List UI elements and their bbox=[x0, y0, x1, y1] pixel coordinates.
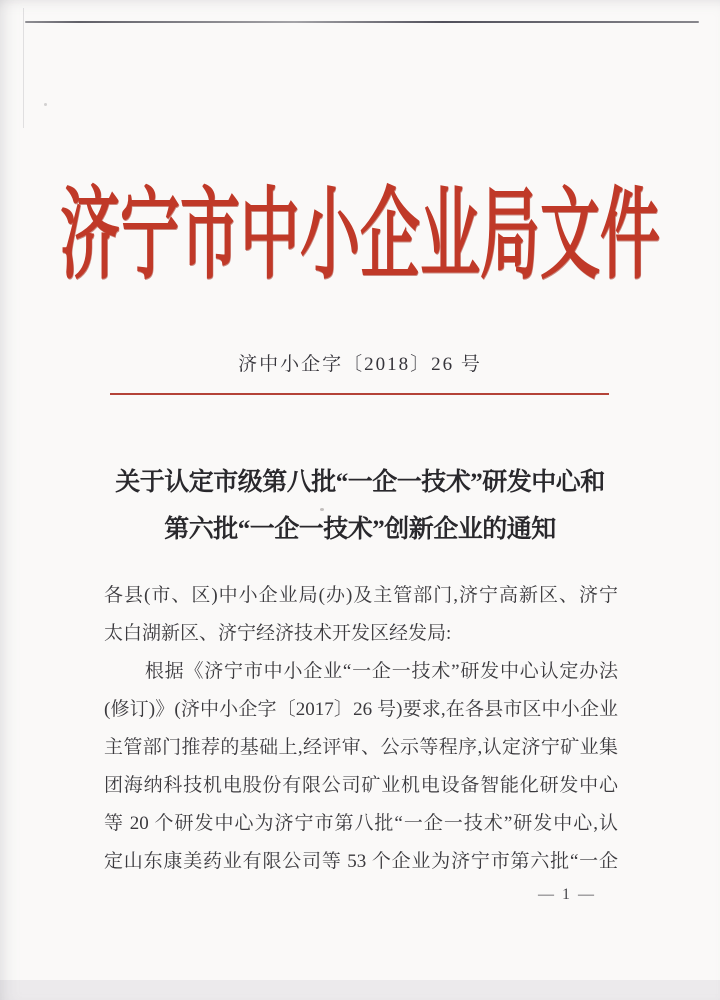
scan-bottom-edge bbox=[0, 980, 720, 1000]
body-text-line: 根据《济宁市中小企业“一企一技术”研发中心认定办法 bbox=[144, 661, 618, 682]
scan-artifact-top-line bbox=[25, 21, 699, 23]
salutation-line: 太白湖新区、济宁经济技术开发区经发局: bbox=[104, 623, 452, 644]
document-title bbox=[0, 459, 720, 553]
document-title-line-1: 关于认定市级第八批“一企一技术”研发中心和 bbox=[115, 469, 605, 496]
body-text-line: 主管部门推荐的基础上,经评审、公示等程序,认定济宁矿业集 bbox=[104, 737, 618, 758]
issuing-agency-header: 济宁市中小企业局文件 bbox=[60, 181, 660, 291]
page-number: — 1 — bbox=[538, 886, 596, 903]
body-text-line: 团海纳科技机电股份有限公司矿业机电设备智能化研发中心 bbox=[104, 775, 618, 796]
scan-speck bbox=[44, 103, 47, 106]
body-text-line: (修订)》(济中小企字〔2017〕26 号)要求,在各县市区中小企业 bbox=[104, 699, 618, 720]
document-body bbox=[104, 577, 618, 881]
salutation-line: 各县(市、区)中小企业局(办)及主管部门,济宁高新区、济宁 bbox=[104, 585, 618, 606]
paper-edge-shadow bbox=[23, 8, 24, 128]
body-text-line: 等 20 个研发中心为济宁市第八批“一企一技术”研发中心,认 bbox=[104, 813, 618, 834]
document-reference-number: 济中小企字〔2018〕26 号 bbox=[238, 354, 482, 375]
red-header-rule bbox=[110, 393, 609, 395]
document-title-line-2: 第六批“一企一技术”创新企业的通知 bbox=[164, 516, 556, 543]
body-text-line: 定山东康美药业有限公司等 53 个企业为济宁市第六批“一企 bbox=[104, 851, 618, 872]
